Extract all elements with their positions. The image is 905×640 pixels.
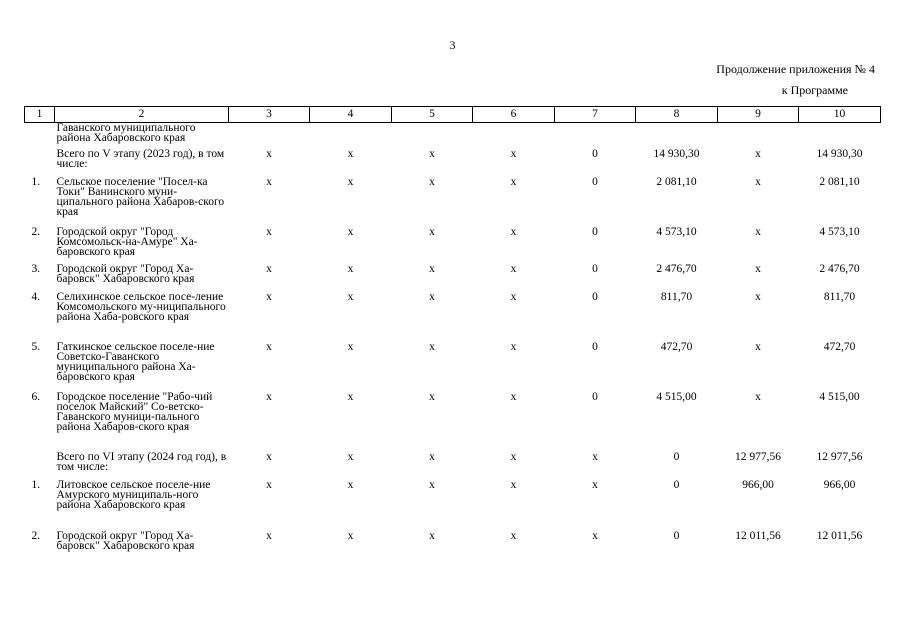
row-number: 1. xyxy=(31,176,41,188)
cell-col4: х xyxy=(347,451,354,463)
column-header: 6 xyxy=(473,107,555,123)
cell-col8: 4 515,00 xyxy=(656,391,697,403)
cell-col4: х xyxy=(347,341,354,353)
cell-col5: х xyxy=(429,341,435,353)
cell-col5: х xyxy=(429,263,435,275)
cell-col7: 0 xyxy=(592,176,598,188)
cell-col3: х xyxy=(266,291,272,303)
appendix-heading xyxy=(716,59,875,101)
cell-col9: х xyxy=(755,148,761,160)
cell-col10: 811,70 xyxy=(823,291,856,303)
row-name: Гаткинское сельское поселе-ние Советско-Гаванского муниципального района Ха-баровского края xyxy=(56,341,215,383)
cell-col4: х xyxy=(347,176,354,188)
cell-col8: 0 xyxy=(673,479,680,491)
cell-col10: 2 081,10 xyxy=(819,176,860,188)
appendix-subtitle: к Программе xyxy=(781,83,848,97)
table-row xyxy=(25,264,881,292)
cell-col5: х xyxy=(429,479,435,491)
column-header: 5 xyxy=(392,107,473,123)
cell-col8: 4 573,10 xyxy=(656,226,697,238)
cell-col7: 0 xyxy=(592,391,598,403)
cell-col7: 0 xyxy=(592,341,598,353)
continuation-text: Гаванского муниципального района Хабаровского края xyxy=(56,122,196,144)
cell-col9: х xyxy=(755,176,761,188)
cell-col6: х xyxy=(510,451,517,463)
cell-col5: х xyxy=(429,391,435,403)
cell-col8: 14 930,30 xyxy=(653,148,700,160)
cell-col9: 12 977,56 xyxy=(735,451,781,463)
table-row xyxy=(25,531,881,559)
row-name: Городской округ "Город Ха-баровск" Хабаровского края xyxy=(56,530,195,552)
cell-col10: 4 573,10 xyxy=(819,226,860,238)
cell-col5: х xyxy=(429,451,435,463)
cell-col7: 0 xyxy=(592,263,598,275)
cell-col9: х xyxy=(755,263,761,275)
cell-col4: х xyxy=(347,148,354,160)
cell-col4: х xyxy=(347,391,354,403)
row-number xyxy=(25,452,55,480)
row-number: 2. xyxy=(31,530,41,542)
cell-col3: х xyxy=(266,391,272,403)
row-number xyxy=(25,149,55,177)
cell-col8: 2 081,10 xyxy=(656,176,697,188)
cell-col6: х xyxy=(510,391,517,403)
row-number: 4. xyxy=(31,291,41,303)
row-name: Литовское сельское поселе-ние Амурского муниципаль-ного района Хабаровского края xyxy=(56,479,211,511)
cell-col9: х xyxy=(755,291,761,303)
column-header: 10 xyxy=(799,107,881,123)
table-row xyxy=(25,177,881,227)
row-number: 3. xyxy=(31,263,41,275)
column-header: 8 xyxy=(636,107,718,123)
cell-col10: 12 011,56 xyxy=(816,530,863,542)
cell-col6: х xyxy=(510,176,517,188)
cell-col7: 0 xyxy=(592,226,598,238)
cell-col9: х xyxy=(755,391,761,403)
cell-col3: х xyxy=(266,451,272,463)
table-row xyxy=(25,149,881,177)
column-header: 4 xyxy=(310,107,392,123)
cell-col5: х xyxy=(429,226,435,238)
cell-col6: х xyxy=(510,530,517,542)
cell-col3: х xyxy=(266,176,272,188)
cell-col8: 472,70 xyxy=(660,341,693,353)
table-row xyxy=(25,392,881,452)
cell-col5: х xyxy=(429,148,435,160)
cell-col4: х xyxy=(347,530,354,542)
table-row xyxy=(25,292,881,342)
page-number: 3 xyxy=(449,38,456,52)
cell-col8: 0 xyxy=(673,451,680,463)
row-name: Всего по VI этапу (2024 год год), в том числе: xyxy=(56,451,227,473)
table-row xyxy=(25,480,881,531)
cell-col10: 14 930,30 xyxy=(816,148,863,160)
row-number: 2. xyxy=(31,226,41,238)
row-name: Селихинское сельское посе-ление Комсомольского му-ниципального района Хаба-ровского края xyxy=(56,291,226,323)
column-header: 9 xyxy=(718,107,799,123)
row-name: Городской округ "Город Комсомольск-на-Амуре" Ха-баровского края xyxy=(56,226,198,258)
table-row xyxy=(25,227,881,264)
cell-col5: х xyxy=(429,291,435,303)
cell-col6: х xyxy=(510,479,517,491)
cell-col6: х xyxy=(510,341,517,353)
program-table xyxy=(24,106,881,559)
cell-col10: 12 977,56 xyxy=(816,451,863,463)
appendix-title: Продолжение приложения № 4 xyxy=(716,62,875,76)
cell-col9: 966,00 xyxy=(742,479,774,491)
cell-col10: 472,70 xyxy=(823,341,856,353)
row-number: 6. xyxy=(31,391,41,403)
column-header: 3 xyxy=(229,107,310,123)
cell-col3: х xyxy=(266,341,272,353)
cell-col7: х xyxy=(592,479,598,491)
cell-col3: х xyxy=(266,530,272,542)
cell-col8: 811,70 xyxy=(660,291,693,303)
cell-col4: х xyxy=(347,263,354,275)
row-number: 5. xyxy=(31,341,41,353)
cell-col7: 0 xyxy=(592,148,598,160)
cell-col10: 4 515,00 xyxy=(819,391,860,403)
cell-col3: х xyxy=(266,263,272,275)
column-header: 2 xyxy=(55,107,229,123)
cell-col10: 2 476,70 xyxy=(819,263,860,275)
cell-col7: х xyxy=(592,451,598,463)
row-name: Всего по V этапу (2023 год), в том числе: xyxy=(56,148,225,170)
table-header-row xyxy=(25,107,881,123)
cell-col3: х xyxy=(266,148,272,160)
cell-col9: х xyxy=(755,341,761,353)
row-name: Сельское поселение "Посел-ка Токи" Ванинского муни-ципального района Хабаров-ского края xyxy=(56,176,225,218)
cell-col6: х xyxy=(510,291,517,303)
cell-col4: х xyxy=(347,226,354,238)
row-name: Городское поселение "Рабо-чий поселок Майский" Со-ветско-Гаванского муници-пального района Хабаров-ского края xyxy=(56,391,213,433)
cell-col3: х xyxy=(266,479,272,491)
cell-col6: х xyxy=(510,226,517,238)
cell-col8: 2 476,70 xyxy=(656,263,697,275)
row-name: Городской округ "Город Ха-баровск" Хабаровского края xyxy=(56,263,195,285)
cell-col7: 0 xyxy=(592,291,598,303)
column-header: 7 xyxy=(555,107,636,123)
cell-col8: 0 xyxy=(673,530,680,542)
continuation-row xyxy=(25,123,881,150)
cell-col5: х xyxy=(429,176,435,188)
cell-col9: х xyxy=(755,226,761,238)
cell-col3: х xyxy=(266,226,272,238)
cell-col4: х xyxy=(347,479,354,491)
cell-col10: 966,00 xyxy=(823,479,856,491)
table-row xyxy=(25,342,881,392)
cell-col7: х xyxy=(592,530,598,542)
cell-col9: 12 011,56 xyxy=(735,530,781,542)
cell-col4: х xyxy=(347,291,354,303)
cell-col5: х xyxy=(429,530,435,542)
table-row xyxy=(25,452,881,480)
cell-col6: х xyxy=(510,148,517,160)
cell-col6: х xyxy=(510,263,517,275)
column-header: 1 xyxy=(25,107,55,123)
row-number: 1. xyxy=(31,479,41,491)
